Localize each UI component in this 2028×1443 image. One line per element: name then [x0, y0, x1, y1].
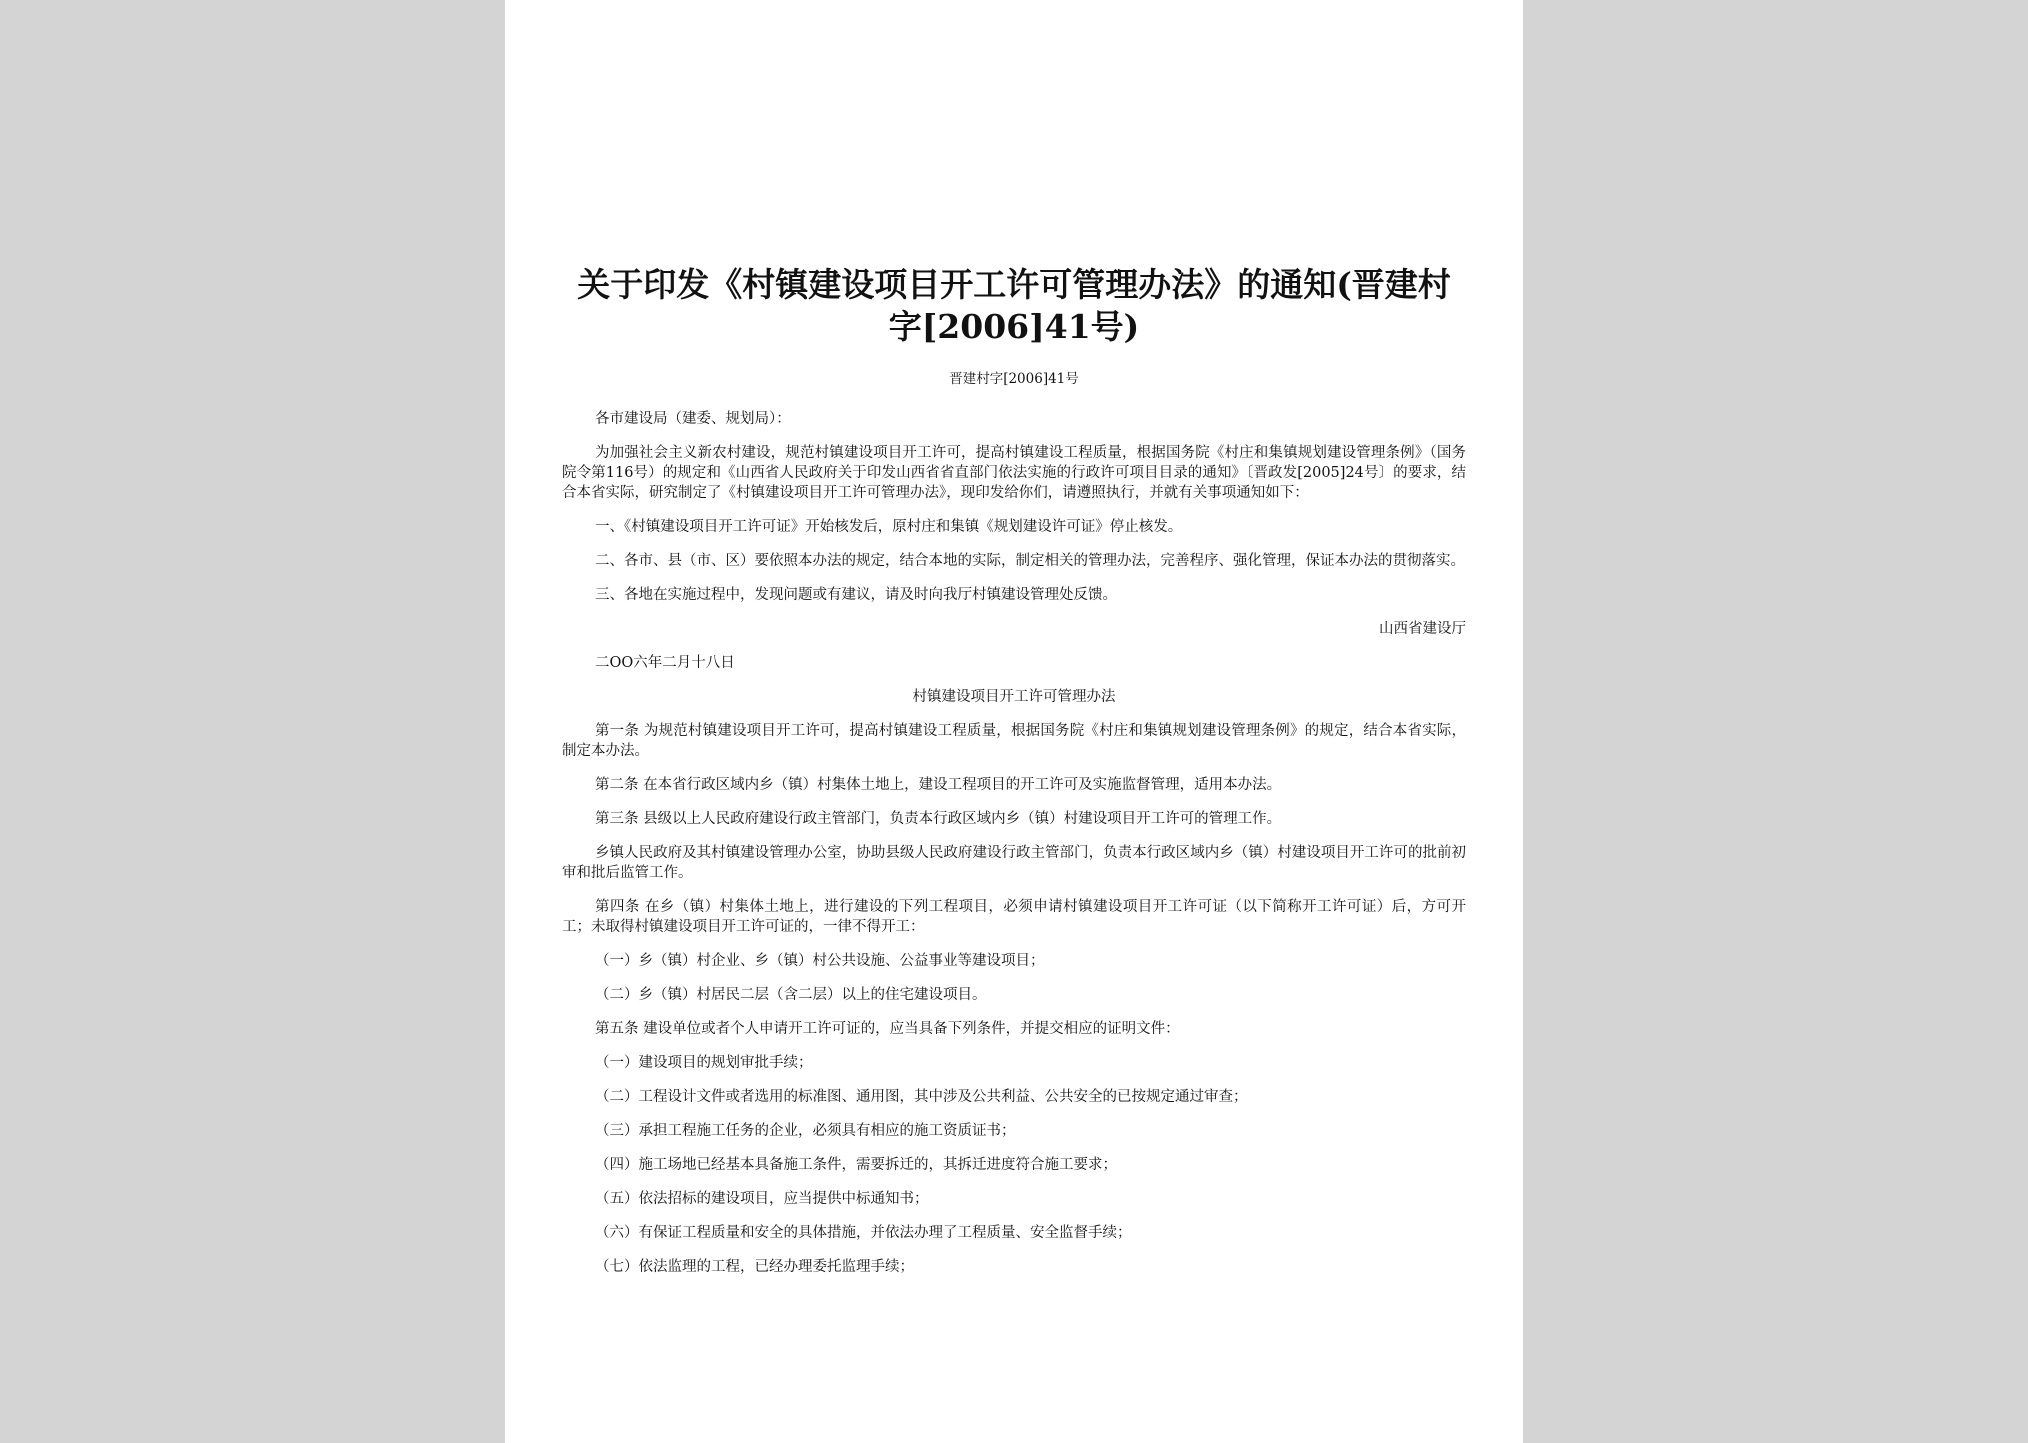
issuer: 山西省建设厅: [1379, 621, 1466, 637]
salutation: 各市建设局（建委、规划局）：: [595, 411, 791, 427]
intro-paragraph: 为加强社会主义新农村建设，规范村镇建设项目开工许可，提高村镇建设工程质量，根据国务院《村庄和集镇规划建设管理条例》（国务院令第116号）的规定和《山西省人民政府关于印发山西省省直部门依法实施的行政许可项目目录的通知》〔晋政发[2005]24号〕的要求，结合本省实际，研究制定了《村镇建设项目开工许可管理办法》，现印发给你们，请遵照执行，并就有关事项通知如下：: [562, 445, 1466, 501]
issue-date: 二OO六年二月十八日: [595, 655, 735, 671]
article-clause: （六）有保证工程质量和安全的具体措施，并依法办理了工程质量、安全监督手续；: [595, 1225, 1132, 1241]
document-title: 关于印发《村镇建设项目开工许可管理办法》的通知(晋建村字[2006]41号): [577, 265, 1451, 346]
article-clause: （一）建设项目的规划审批手续；: [595, 1055, 813, 1071]
document-number: 晋建村字[2006]41号: [949, 371, 1079, 387]
article-clause: （四）施工场地已经基本具备施工条件，需要拆迁的，其拆迁进度符合施工要求；: [595, 1157, 1117, 1173]
article-clause: （七）依法监理的工程，已经办理委托监理手续；: [595, 1259, 914, 1275]
article-paragraph: 第四条 在乡（镇）村集体土地上，进行建设的下列工程项目，必须申请村镇建设项目开工许可证（以下简称开工许可证）后，方可开工；未取得村镇建设项目开工许可证的，一律不得开工：: [562, 899, 1466, 935]
notice-item: 三、各地在实施过程中，发现问题或有建议，请及时向我厅村镇建设管理处反馈。: [595, 587, 1117, 603]
article-paragraph: 第一条 为规范村镇建设项目开工许可，提高村镇建设工程质量，根据国务院《村庄和集镇规划建设管理条例》的规定，结合本省实际，制定本办法。: [562, 723, 1466, 759]
document-body: [562, 264, 1466, 1291]
notice-item: 二、各市、县（市、区）要依照本办法的规定，结合本地的实际，制定相关的管理办法，完善程序、强化管理，保证本办法的贯彻落实。: [595, 553, 1465, 569]
document-page: [505, 0, 1523, 1443]
article-clause: （三）承担工程施工任务的企业，必须具有相应的施工资质证书；: [595, 1123, 1016, 1139]
article-clause: （二）工程设计文件或者选用的标准图、通用图，其中涉及公共利益、公共安全的已按规定通过审查；: [595, 1089, 1248, 1105]
article-paragraph: 第三条 县级以上人民政府建设行政主管部门，负责本行政区域内乡（镇）村建设项目开工许可的管理工作。: [595, 811, 1282, 827]
notice-item: 一、《村镇建设项目开工许可证》开始核发后，原村庄和集镇《规划建设许可证》停止核发。: [595, 519, 1183, 535]
article-paragraph: 第二条 在本省行政区域内乡（镇）村集体土地上，建设工程项目的开工许可及实施监督管理，适用本办法。: [595, 777, 1282, 793]
article-clause: （五）依法招标的建设项目，应当提供中标通知书；: [595, 1191, 929, 1207]
regulation-title: 村镇建设项目开工许可管理办法: [912, 689, 1116, 705]
article-paragraph: 乡镇人民政府及其村镇建设管理办公室，协助县级人民政府建设行政主管部门，负责本行政区域内乡（镇）村建设项目开工许可的批前初审和批后监管工作。: [562, 845, 1466, 881]
article-paragraph: 第五条 建设单位或者个人申请开工许可证的，应当具备下列条件，并提交相应的证明文件：: [595, 1021, 1180, 1037]
article-clause: （一）乡（镇）村企业、乡（镇）村公共设施、公益事业等建设项目；: [595, 953, 1045, 969]
article-clause: （二）乡（镇）村居民二层（含二层）以上的住宅建设项目。: [595, 987, 987, 1003]
